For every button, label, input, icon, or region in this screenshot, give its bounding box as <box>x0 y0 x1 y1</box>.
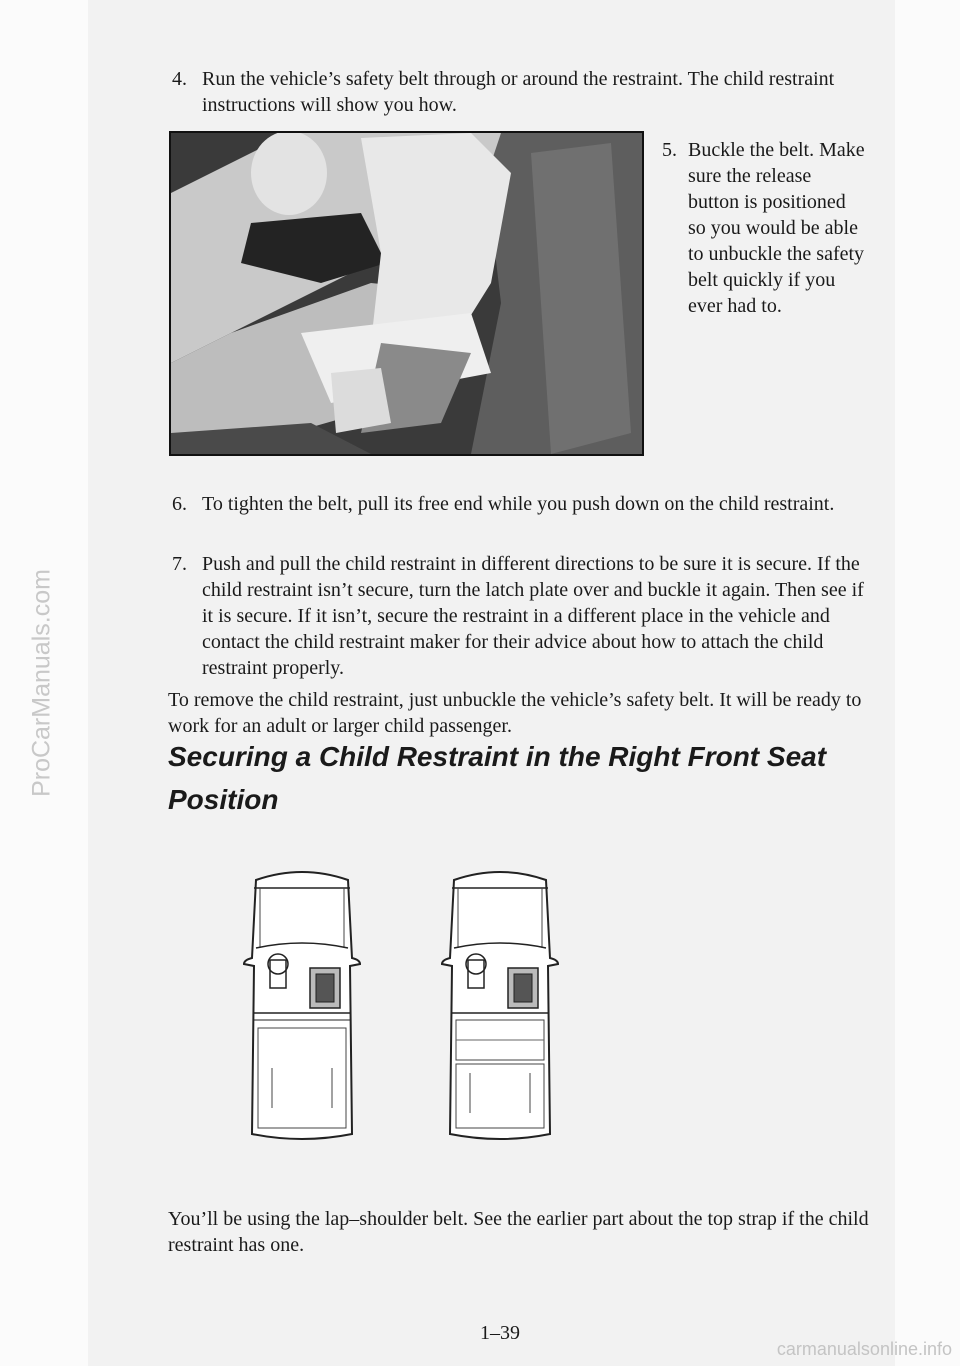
step-5 <box>662 137 872 397</box>
section-heading: Securing a Child Restraint in the Right Front Seat Position <box>168 741 827 815</box>
step-4-text: Run the vehicle’s safety belt through or around the restraint. The child restraint instructions will show you how. <box>202 68 835 116</box>
step-5-number: 5. <box>662 139 677 161</box>
step-6-text: To tighten the belt, pull its free end while you push down on the child restraint. <box>202 493 835 515</box>
step-4 <box>172 66 872 122</box>
remove-restraint-paragraph: To remove the child restraint, just unbuckle the vehicle’s safety belt. It will be ready to work for an adult or larger child passenger. <box>168 689 862 737</box>
vehicle-diagram-left <box>242 868 362 1148</box>
step-6-number: 6. <box>172 493 187 515</box>
page-number: 1–39 <box>480 1322 520 1344</box>
step-5-text: Buckle the belt. Make sure the release button is positioned so you would be able to unbuckle the safety belt quickly if you ever had to. <box>688 139 865 317</box>
step-7 <box>172 551 872 686</box>
lap-shoulder-paragraph: You’ll be using the lap–shoulder belt. See the earlier part about the top strap if the child restraint has one. <box>168 1208 869 1256</box>
vehicle-diagram-right <box>440 868 560 1148</box>
step-7-number: 7. <box>172 553 187 575</box>
side-watermark-text: ProCarManuals.com <box>27 569 56 797</box>
step-4-number: 4. <box>172 68 187 90</box>
bottom-watermark: carmanualsonline.info <box>776 1339 952 1359</box>
buckling-belt-photo <box>169 131 644 456</box>
step-7-text: Push and pull the child restraint in different directions to be sure it is secure. If the child restraint isn’t secure, turn the latch plate over and buckle it again. Then see if it is secure. If it isn’t, secure the restraint in a different place in the vehicle and contact the child restraint maker for their advice about how to attach the child restraint properly. <box>202 553 864 679</box>
step-6 <box>172 491 872 547</box>
